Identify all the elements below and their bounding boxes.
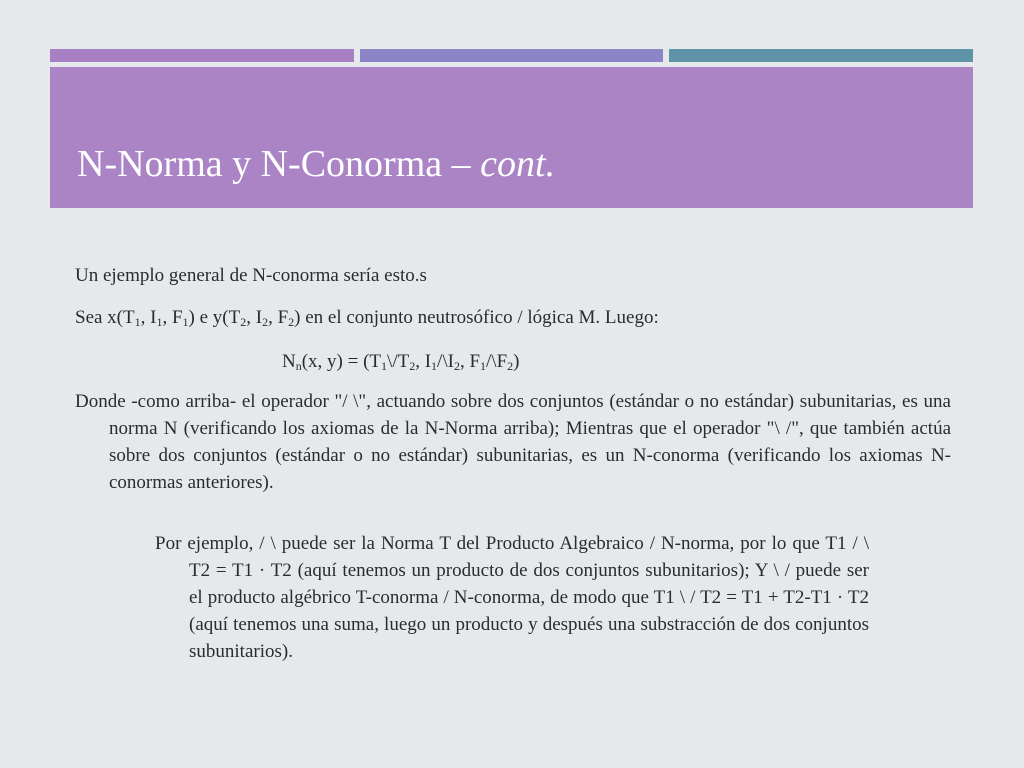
accent-bar-violet [360, 49, 663, 62]
intro-paragraph: Un ejemplo general de N-conorma sería esto.s [75, 265, 427, 286]
slide-title [77, 145, 555, 183]
slide-title-italic: cont. [480, 143, 556, 185]
sea-paragraph: Sea $x(T_1$, $I_1$, $F_1$) e $y(T_2$, $I_2$, $F_2$) en el conjunto neutrosófico / lógica M. Luego: [75, 307, 659, 329]
decorative-bars [50, 49, 973, 62]
donde-paragraph: Donde -como arriba- el operador "/ \", actuando sobre dos conjuntos (estándar o no estándar) subunitarias, es una norma N (verificando los axiomas de la N-Norma arriba); Mientras que el operador "\ /", que también actúa sobre dos conjuntos (estándar o no estándar) subunitarias, es un N-conorma (verificando los axiomas N-conormas anteriores). [75, 391, 951, 493]
slide-title-main: N-Norma y N-Conorma – [77, 143, 481, 185]
ejemplo-paragraph: Por ejemplo, / \ puede ser la Norma T del Producto Algebraico / N-norma, por lo que T1 / \ T2 = T1 · T2 (aquí tenemos un producto de dos conjuntos subunitarios); Y \ / puede ser el producto algébrico T-conorma / N-conorma, de modo que T1 \ / T2 = T1 + T2-T1 · T2 (aquí tenemos una suma, luego un producto y después una substracción de dos conjuntos subunitarios). [155, 533, 869, 662]
accent-bar-purple [50, 49, 354, 62]
accent-bar-teal [669, 49, 973, 62]
formula-line: $N_n(x$, $y) = (T_1\backslash/T_2$, $I_1/\backslash I_2$, $F_1/\backslash F_2$) [282, 351, 520, 373]
title-band [50, 67, 973, 208]
